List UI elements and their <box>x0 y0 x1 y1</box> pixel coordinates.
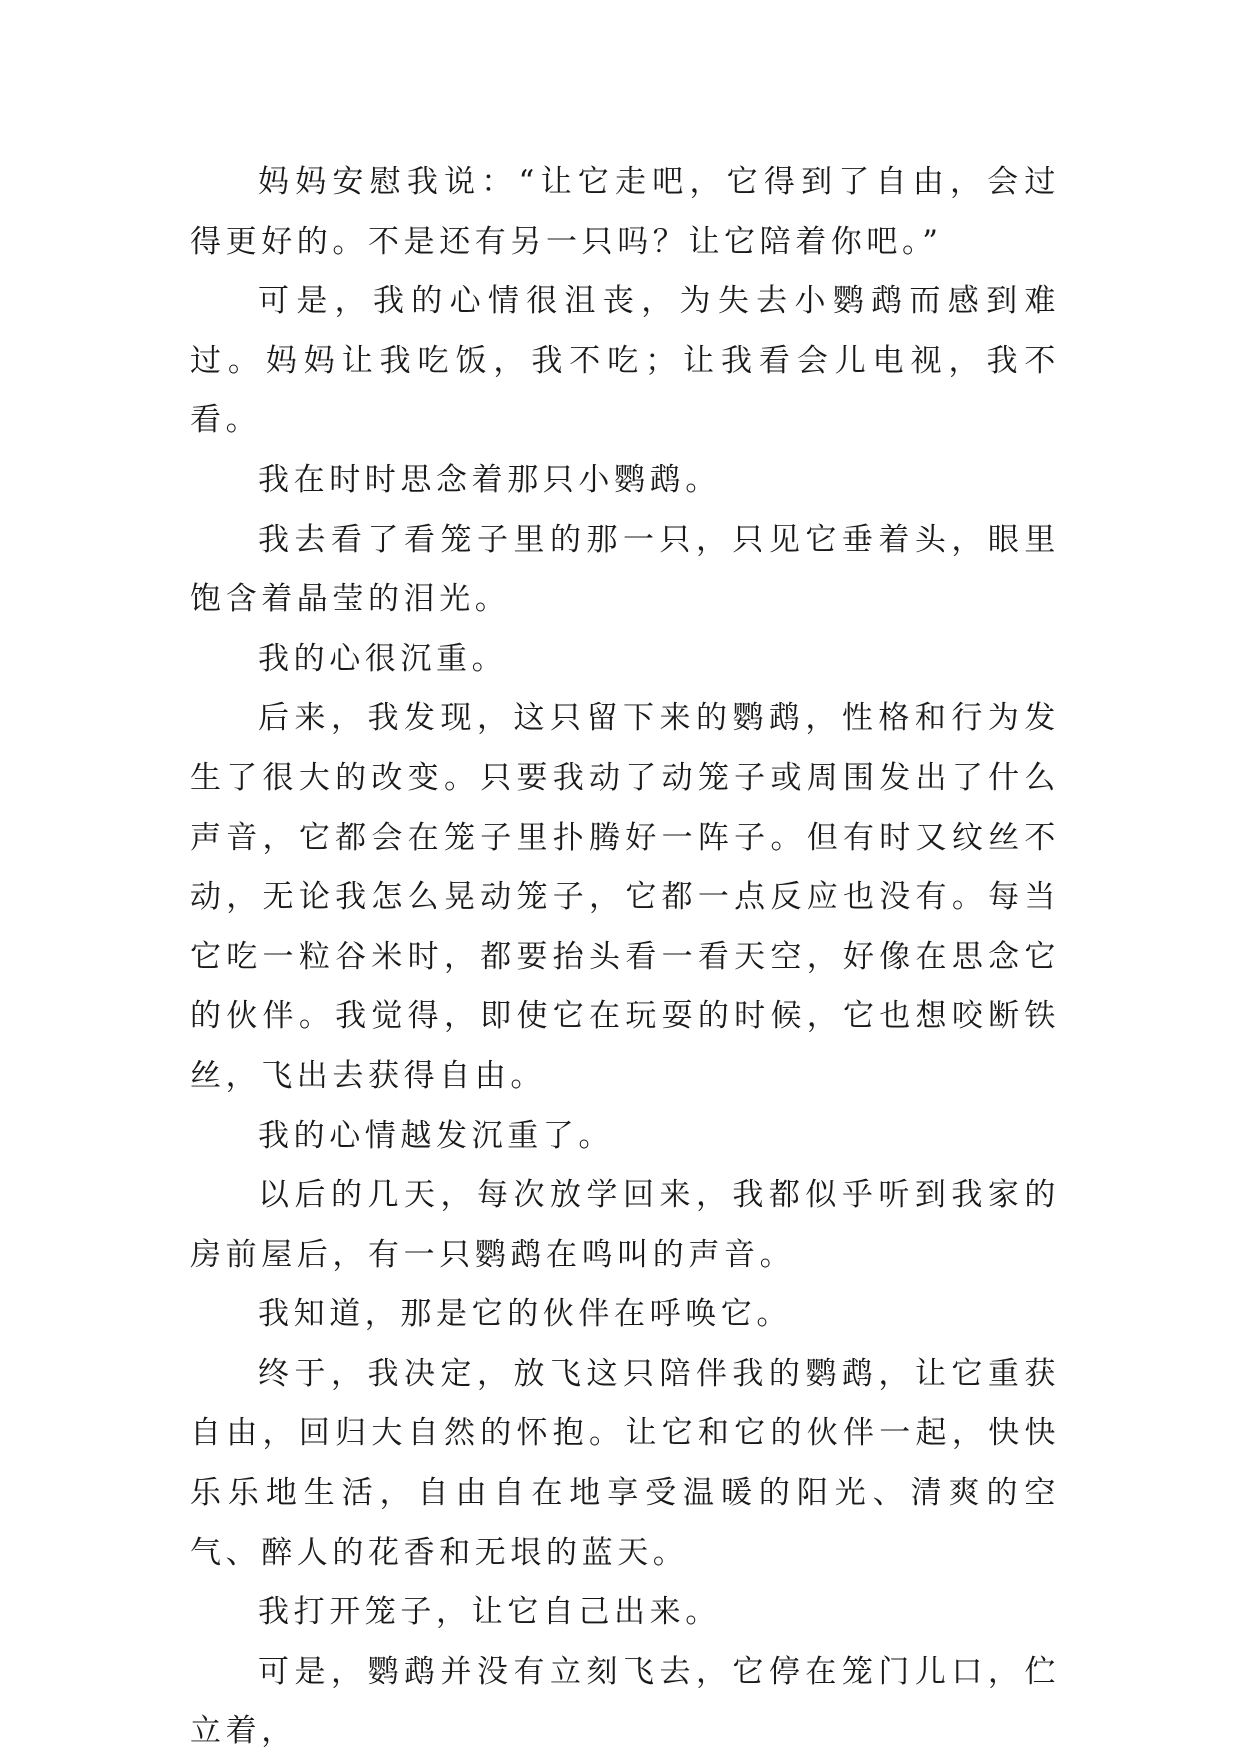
paragraph: 我在时时思念着那只小鹦鹉。 <box>258 461 721 498</box>
document-page <box>190 153 1060 1762</box>
paragraph: 妈妈安慰我说：“让它走吧，它得到了自由，会过得更好的。不是还有另一只吗？让它陪着你吧。” <box>190 164 1060 260</box>
paragraph: 以后的几天，每次放学回来，我都似乎听到我家的房前屋后，有一只鹦鹉在鸣叫的声音。 <box>190 1177 1060 1273</box>
paragraph: 我的心情越发沉重了。 <box>258 1117 614 1154</box>
paragraph: 可是，鹦鹉并没有立刻飞去，它停在笼门儿口，伫立着， <box>190 1653 1060 1750</box>
paragraph: 可是，我的心情很沮丧，为失去小鹦鹉而感到难过。妈妈让我吃饭，我不吃；让我看会儿电视，我不看。 <box>190 283 1060 439</box>
paragraph: 我的心很沉重。 <box>258 640 508 677</box>
paragraph: 我知道，那是它的伙伴在呼唤它。 <box>258 1296 792 1333</box>
paragraph: 我打开笼子，让它自己出来。 <box>258 1594 721 1631</box>
paragraph: 后来，我发现，这只留下来的鹦鹉，性格和行为发生了很大的改变。只要我动了动笼子或周围发出了什么声音，它都会在笼子里扑腾好一阵子。但有时又纹丝不动，无论我怎么晃动笼子，它都一点反应也没有。每当它吃一粒谷米时，都要抬头看一看天空，好像在思念它的伙伴。我觉得，即使它在玩耍的时候，它也想咬断铁丝，飞出去获得自由。 <box>190 700 1060 1094</box>
paragraph: 我去看了看笼子里的那一只，只见它垂着头，眼里饱含着晶莹的泪光。 <box>190 521 1060 618</box>
paragraph: 终于，我决定，放飞这只陪伴我的鹦鹉，让它重获自由，回归大自然的怀抱。让它和它的伙伴一起，快快乐乐地生活，自由自在地享受温暖的阳光、清爽的空气、醉人的花香和无垠的蓝天。 <box>190 1355 1060 1571</box>
